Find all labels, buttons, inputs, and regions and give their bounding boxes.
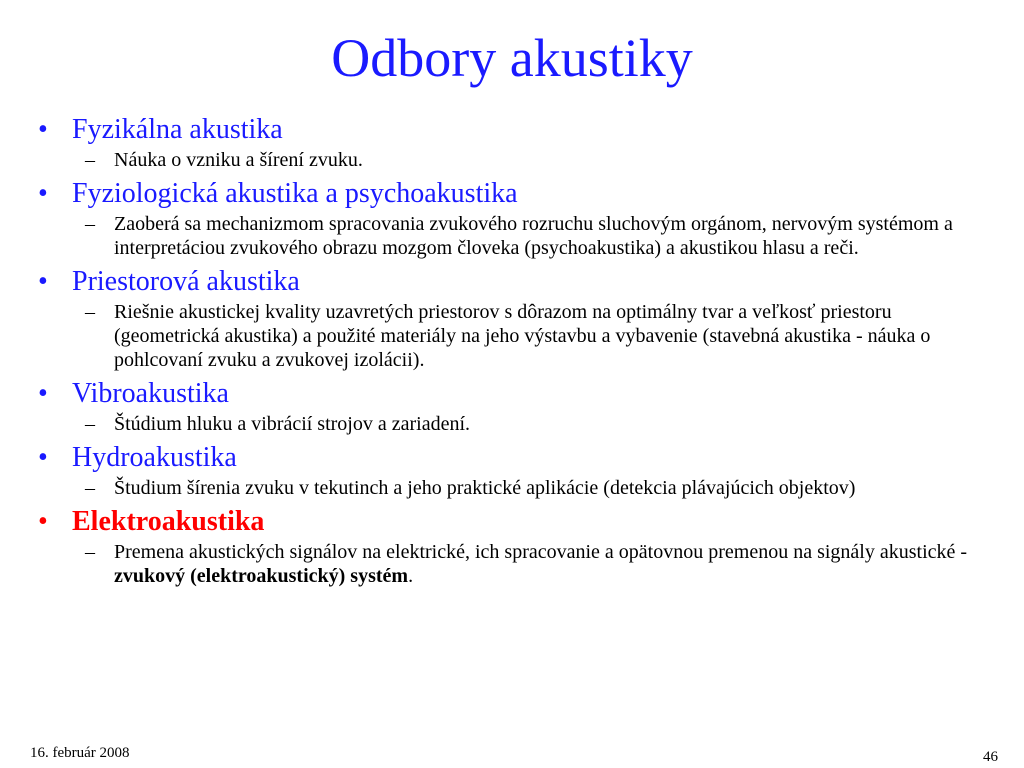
bullet-icon: • (38, 506, 48, 537)
sub-item-text: Náuka o vzniku a šírení zvuku. (114, 149, 363, 171)
bullet-priestorova-akustika (30, 264, 1000, 300)
sub-item-text-suffix: . (408, 565, 414, 587)
bullet-fyziologicka-akustika (30, 176, 1000, 212)
page-number: 46 (983, 749, 998, 765)
bullet-vibroakustika (30, 376, 1000, 412)
dash-icon: – (85, 149, 95, 171)
sub-item (30, 148, 1000, 172)
bullet-heading: Elektroakustika (72, 506, 265, 537)
sub-item-text: Riešnie akustickej kvality uzavretých priestorov s dôrazom na optimálny tvar a veľkosť priestoru (geometrická akustika) a použité materiály na jeho výstavbu a vybavenie (stavebná akustika - náuka o pohlcovaní zvuku a zvukovej izolácii). (114, 301, 931, 371)
footer-date: 16. február 2008 (30, 745, 130, 761)
sub-item-text: Zaoberá sa mechanizmom spracovania zvukového rozruchu sluchovým orgánom, nervovým systémom a interpretáciou zvukového obrazu mozgom človeka (psychoakustika) a akustikou hlasu a reči. (114, 213, 953, 259)
bullet-heading: Hydroakustika (72, 442, 237, 473)
sub-item (30, 300, 1000, 372)
bullet-heading: Vibroakustika (72, 378, 229, 409)
bullet-fyzikalna-akustika (30, 112, 1000, 148)
sub-item-emphasis: zvukový (elektroakustický) systém (114, 565, 409, 587)
bullet-heading: Fyzikálna akustika (72, 114, 283, 145)
bullet-icon: • (38, 178, 48, 209)
sub-item (30, 540, 1000, 588)
bullet-icon: • (38, 442, 48, 473)
slide-title: Odbory akustiky (331, 28, 693, 88)
bullet-hydroakustika (30, 440, 1000, 476)
dash-icon: – (85, 413, 95, 435)
sub-item-text: Štúdium hluku a vibrácií strojov a zariadení. (114, 413, 471, 435)
bullet-heading: Fyziologická akustika a psychoakustika (72, 178, 518, 209)
dash-icon: – (85, 477, 95, 499)
bullet-elektroakustika (30, 504, 1000, 540)
dash-icon: – (85, 213, 95, 235)
bullet-icon: • (38, 114, 48, 145)
sub-item (30, 412, 1000, 436)
sub-item-text-prefix: Premena akustických signálov na elektrické, ich spracovanie a opätovnou premenou na signály akustické - (114, 541, 968, 563)
bullet-icon: • (38, 266, 48, 297)
dash-icon: – (85, 541, 95, 563)
bullet-heading: Priestorová akustika (72, 266, 300, 297)
dash-icon: – (85, 301, 95, 323)
sub-item-text: Študium šírenia zvuku v tekutinch a jeho praktické aplikácie (detekcia plávajúcich objektov) (114, 477, 856, 499)
sub-item (30, 212, 1000, 260)
sub-item (30, 476, 1000, 500)
slide-content (30, 112, 1000, 592)
bullet-icon: • (38, 378, 48, 409)
